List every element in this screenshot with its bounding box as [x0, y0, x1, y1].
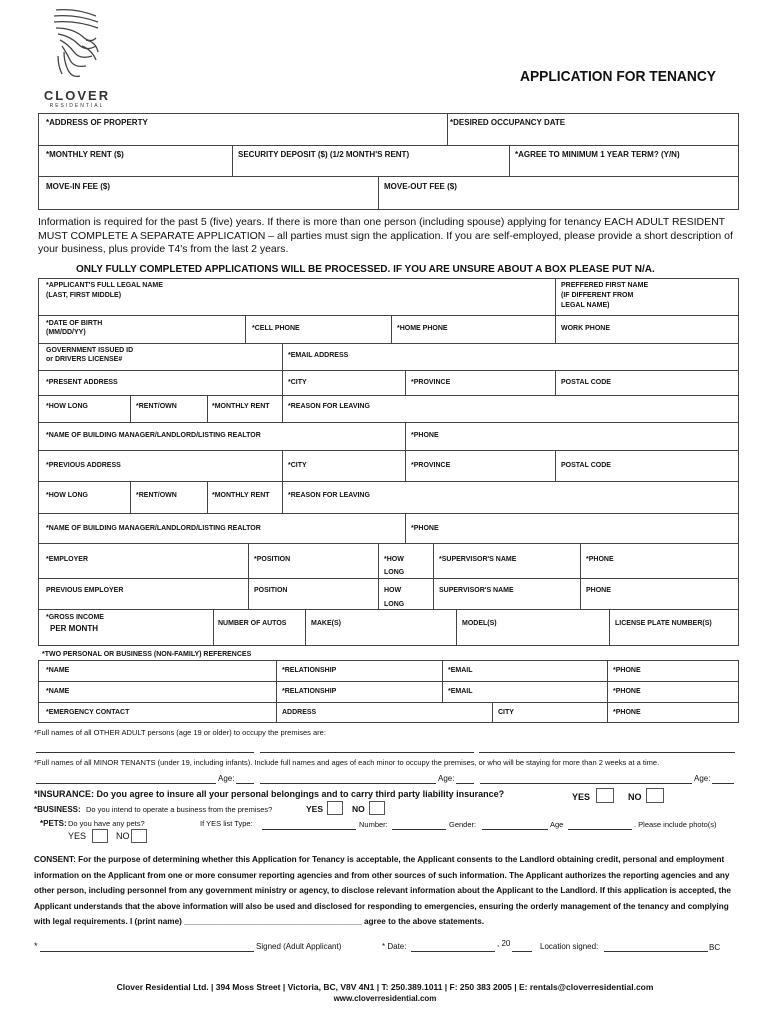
clover-logo: [40, 6, 112, 109]
occupancy-date-field[interactable]: *DESIRED OCCUPANCY DATE: [450, 118, 566, 127]
present-address-field[interactable]: *PRESENT ADDRESS: [46, 379, 118, 386]
pets-yes-checkbox[interactable]: [92, 829, 108, 843]
dob-hint: (MM/DD/YY): [46, 329, 86, 336]
previous-rent-own-field[interactable]: *RENT/OWN: [136, 492, 177, 499]
references-heading: *TWO PERSONAL OR BUSINESS (NON-FAMILY) REFERENCES: [42, 651, 252, 658]
license-plate-field[interactable]: LICENSE PLATE NUMBER(S): [615, 620, 712, 627]
work-phone-field[interactable]: WORK PHONE: [561, 325, 610, 332]
present-how-long-field[interactable]: *HOW LONG: [46, 403, 88, 410]
business-no-label: NO: [352, 804, 365, 814]
emergency-address-field[interactable]: ADDRESS: [282, 709, 317, 716]
location-input[interactable]: [604, 951, 708, 952]
location-label: Location signed:: [540, 942, 599, 951]
present-province-field[interactable]: *PROVINCE: [411, 379, 451, 386]
minor-line-2[interactable]: [260, 783, 436, 784]
term-agree-field[interactable]: *AGREE TO MINIMUM 1 YEAR TERM? (Y/N): [515, 150, 680, 159]
legal-name-hint: (LAST, FIRST MIDDLE): [46, 292, 122, 299]
present-city-field[interactable]: *CITY: [288, 379, 307, 386]
gov-id-hint: or DRIVERS LICENSE#: [46, 356, 123, 363]
pets-number-input[interactable]: [392, 829, 446, 830]
ref2-email-field[interactable]: *EMAIL: [448, 688, 473, 695]
pets-gender-input[interactable]: [482, 829, 548, 830]
previous-employer-phone-field[interactable]: PHONE: [586, 587, 611, 594]
province-bc: BC: [709, 943, 721, 952]
year-label: , 20: [497, 939, 511, 948]
pets-photos-note: . Please include photo(s): [634, 820, 717, 829]
minor-age-label-3: Age:: [694, 774, 711, 783]
ref1-relationship-field[interactable]: *RELATIONSHIP: [282, 667, 337, 674]
address-field[interactable]: *ADDRESS OF PROPERTY: [46, 118, 148, 127]
present-manager-field[interactable]: *NAME OF BUILDING MANAGER/LANDLORD/LISTING REALTOR: [46, 432, 261, 439]
employer-phone-field[interactable]: *PHONE: [586, 556, 614, 563]
previous-reason-field[interactable]: *REASON FOR LEAVING: [288, 492, 370, 499]
previous-employer-field[interactable]: PREVIOUS EMPLOYER: [46, 587, 124, 594]
pets-age-input[interactable]: [568, 829, 632, 830]
present-monthly-rent-field[interactable]: *MONTHLY RENT: [212, 403, 270, 410]
business-no-checkbox[interactable]: [369, 801, 385, 815]
ref2-phone-field[interactable]: *PHONE: [613, 688, 641, 695]
dob-field[interactable]: *DATE OF BIRTH: [46, 320, 103, 327]
minor-age-1[interactable]: [236, 783, 254, 784]
cell-phone-field[interactable]: *CELL PHONE: [252, 325, 300, 332]
previous-supervisor-field[interactable]: SUPERVISOR'S NAME: [439, 587, 514, 594]
emergency-phone-field[interactable]: *PHONE: [613, 709, 641, 716]
minor-age-2[interactable]: [456, 783, 474, 784]
move-in-fee-field[interactable]: MOVE-IN FEE ($): [46, 182, 111, 191]
insurance-no-checkbox[interactable]: [646, 788, 664, 803]
adult-occupant-line-1[interactable]: [36, 752, 254, 753]
consent-statement: CONSENT: For the purpose of determining whether this Application for Tenancy is acceptable, the Applicant consents to the Landlord obtaining credit, personal and employment information on the Applicant from one or more consumer reporting agencies and from other sources of such information. The Applicant authorizes the reporting agencies and any other person, including personnel from any government ministry or agency, to disclose relevant information about the Applicant to the Landlord. If this application is accepted, the Applicant understands that the above information will also be used and disclosed for responding to emergencies, ensuring the orderly management of the tenancy and complying with legal requirements. I (print name) _______________________________________ agree to the above statements.: [34, 855, 731, 926]
signature-input[interactable]: [40, 951, 254, 952]
monthly-rent-field[interactable]: *MONTHLY RENT ($): [46, 150, 124, 159]
present-postal-field[interactable]: POSTAL CODE: [561, 379, 611, 386]
present-manager-phone-field[interactable]: *PHONE: [411, 432, 439, 439]
preferred-name-hint-2: LEGAL NAME): [561, 302, 610, 309]
previous-how-long-emp-label-2: LONG: [384, 601, 405, 608]
minor-line-1[interactable]: [36, 783, 216, 784]
employment-how-long-label-2: LONG: [384, 569, 405, 576]
business-yes-label: YES: [306, 804, 324, 814]
previous-postal-field[interactable]: POSTAL CODE: [561, 462, 611, 469]
position-field[interactable]: *POSITION: [254, 556, 291, 563]
minor-occupants-label: *Full names of all MINOR TENANTS (under 19, including infants). Include full names and ages of each minor to occupy the premises, or who will be staying for more than 2 weeks at a time.: [34, 758, 660, 767]
number-of-autos-field[interactable]: NUMBER OF AUTOS: [218, 620, 287, 627]
clover-leaf-icon: [52, 6, 100, 82]
business-question: Do you intend to operate a business from the premises?: [86, 805, 273, 814]
adult-occupants-label: *Full names of all OTHER ADULT persons (age 19 or older) to occupy the premises are:: [34, 728, 326, 737]
ref2-name-field[interactable]: *NAME: [46, 688, 70, 695]
previous-manager-phone-field[interactable]: *PHONE: [411, 525, 439, 532]
previous-manager-field[interactable]: *NAME OF BUILDING MANAGER/LANDLORD/LISTING REALTOR: [46, 525, 261, 532]
emergency-contact-field[interactable]: *EMERGENCY CONTACT: [46, 709, 130, 716]
insurance-yes-label: YES: [572, 792, 591, 802]
supervisor-field[interactable]: *SUPERVISOR'S NAME: [439, 556, 517, 563]
year-input[interactable]: [512, 951, 532, 952]
gross-income-field[interactable]: *GROSS INCOME: [46, 614, 104, 621]
processed-notice: ONLY FULLY COMPLETED APPLICATIONS WILL BE PROCESSED. IF YOU ARE UNSURE ABOUT A BOX PLEASE PUT N/A.: [76, 264, 655, 275]
adult-occupant-line-3[interactable]: [479, 752, 735, 753]
insurance-question: *INSURANCE: Do you agree to insure all your personal belongings and to carry third party liability insurance?: [34, 789, 505, 799]
previous-monthly-rent-field[interactable]: *MONTHLY RENT: [212, 492, 270, 499]
ref1-name-field[interactable]: *NAME: [46, 667, 70, 674]
page-title: APPLICATION FOR TENANCY: [520, 68, 717, 85]
pets-number-label: Number:: [359, 820, 388, 829]
ref1-email-field[interactable]: *EMAIL: [448, 667, 473, 674]
model-field[interactable]: MODEL(S): [462, 620, 497, 627]
signature-star: *: [34, 941, 38, 951]
emergency-city-field[interactable]: CITY: [498, 709, 514, 716]
minor-age-3[interactable]: [712, 783, 734, 784]
pets-yes-label: YES: [68, 831, 87, 841]
preferred-name-field[interactable]: PREFFERED FIRST NAME: [561, 282, 649, 289]
footer-website[interactable]: www.cloverresidential.com: [333, 994, 437, 1003]
minor-line-3[interactable]: [480, 783, 692, 784]
email-field[interactable]: *EMAIL ADDRESS: [288, 352, 349, 359]
employment-how-long-field[interactable]: *HOW: [384, 556, 404, 563]
home-phone-field[interactable]: *HOME PHONE: [397, 325, 448, 332]
previous-province-field[interactable]: *PROVINCE: [411, 462, 451, 469]
ref1-phone-field[interactable]: *PHONE: [613, 667, 641, 674]
brand-name: CLOVER: [43, 88, 111, 103]
insurance-no-label: NO: [628, 792, 642, 802]
gross-income-per-month: PER MONTH: [50, 624, 98, 633]
date-label: * Date:: [382, 942, 407, 951]
previous-position-field[interactable]: POSITION: [254, 587, 288, 594]
brand-sub: RESIDENTIAL: [49, 103, 105, 109]
pets-type-label: If YES list Type:: [200, 819, 253, 828]
previous-how-long-emp-field[interactable]: HOW: [384, 587, 402, 594]
legal-name-field[interactable]: *APPLICANT'S FULL LEGAL NAME: [46, 282, 163, 289]
minor-age-label-1: Age:: [218, 774, 235, 783]
pets-no-checkbox[interactable]: [131, 829, 147, 843]
pets-no-label: NO: [116, 831, 130, 841]
date-input[interactable]: [411, 951, 495, 952]
minor-age-label-2: Age:: [438, 774, 455, 783]
make-field[interactable]: MAKE(S): [311, 620, 341, 627]
security-deposit-field[interactable]: SECURITY DEPOSIT ($) (1/2 MONTH'S RENT): [238, 150, 410, 159]
previous-how-long-field[interactable]: *HOW LONG: [46, 492, 88, 499]
employer-field[interactable]: *EMPLOYER: [46, 556, 89, 563]
info-paragraph: Information is required for the past 5 (five) years. If there is more than one person (including spouse) applying for tenancy EACH ADULT RESIDENT MUST COMPLETE A SEPARATE APPLICATION – all parties must sign the application. If you are self-employed, please provide a short description of your business, plus provide T4's from the last 2 years.: [38, 216, 733, 255]
pets-age-label: Age: [550, 820, 564, 829]
preferred-name-hint: (IF DIFFERENT FROM: [561, 292, 634, 299]
gov-id-field[interactable]: GOVERNMENT ISSUED ID: [46, 347, 134, 354]
business-yes-checkbox[interactable]: [327, 801, 343, 815]
signature-label: Signed (Adult Applicant): [256, 942, 342, 951]
ref2-relationship-field[interactable]: *RELATIONSHIP: [282, 688, 337, 695]
adult-occupant-line-2[interactable]: [260, 752, 474, 753]
pets-label: *PETS:: [40, 819, 67, 828]
present-reason-field[interactable]: *REASON FOR LEAVING: [288, 403, 370, 410]
move-out-fee-field[interactable]: MOVE-OUT FEE ($): [384, 182, 457, 191]
previous-city-field[interactable]: *CITY: [288, 462, 307, 469]
footer-contact: Clover Residential Ltd. | 394 Moss Street | Victoria, BC, V8V 4N1 | T: 250.389.1011 | F: 250 383 2005 | E: rentals@cloverresidential.com: [116, 982, 654, 992]
pets-gender-label: Gender:: [449, 820, 477, 829]
pets-type-input[interactable]: [262, 829, 356, 830]
business-label: *BUSINESS:: [34, 805, 81, 814]
insurance-yes-checkbox[interactable]: [596, 788, 614, 803]
present-rent-own-field[interactable]: *RENT/OWN: [136, 403, 177, 410]
pets-question: Do you have any pets?: [68, 819, 145, 828]
previous-address-field[interactable]: *PREVIOUS ADDRESS: [46, 462, 121, 469]
